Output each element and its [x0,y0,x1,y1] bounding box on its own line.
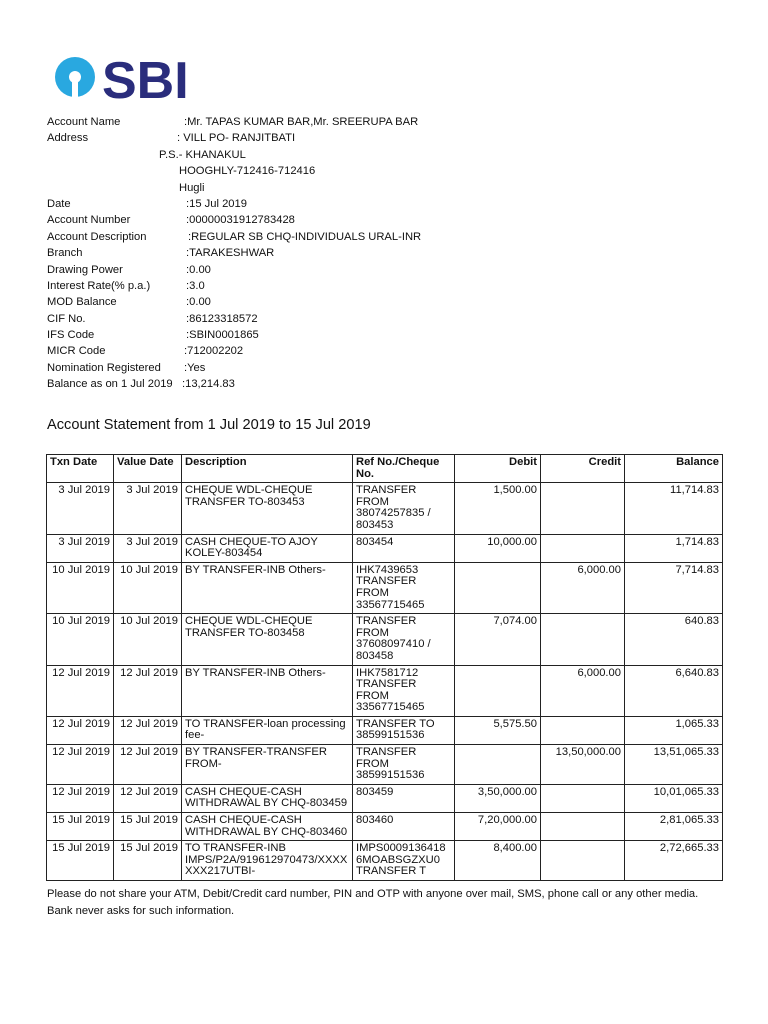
account-number-value: :00000031912783428 [186,214,295,227]
opening-balance-value: :13,214.83 [182,378,235,391]
account-description-label: Account Description [47,230,147,243]
table-row [47,562,723,613]
ifs-code-row [47,327,747,343]
cell-debit: 1,500.00 [455,483,541,534]
cell-balance: 6,640.83 [625,665,723,716]
drawing-power-value: :0.00 [186,263,211,276]
cell-value-date: 3 Jul 2019 [114,483,182,534]
table-row [47,716,723,744]
cell-txn-date: 10 Jul 2019 [47,614,114,665]
cell-credit: 6,000.00 [541,562,625,613]
drawing-power-row [47,262,747,278]
cell-description: CASH CHEQUE-CASH WITHDRAWAL BY CHQ-803459 [182,784,353,812]
table-row [47,483,723,534]
cell-credit [541,813,625,841]
cell-value-date: 10 Jul 2019 [114,562,182,613]
table-row [47,813,723,841]
account-name-value: :Mr. TAPAS KUMAR BAR,Mr. SREERUPA BAR [184,116,419,128]
cell-value-date: 3 Jul 2019 [114,534,182,562]
drawing-power-label: Drawing Power [47,263,123,276]
header-txn-date: Txn Date [47,455,114,483]
cell-balance: 2,81,065.33 [625,813,723,841]
cell-credit [541,716,625,744]
cell-txn-date: 15 Jul 2019 [47,813,114,841]
cell-credit [541,534,625,562]
micr-code-label: MICR Code [47,345,106,358]
address-line4: Hugli [179,181,205,194]
account-name-label: Account Name [47,116,121,128]
cif-value: :86123318572 [186,312,258,325]
opening-balance-label: Balance as on 1 Jul 2019 [47,378,173,391]
account-number-row [47,212,747,228]
sbi-logo-graphic [55,52,215,106]
address-row-2 [47,147,747,163]
cell-balance: 11,714.83 [625,483,723,534]
address-row-4 [47,180,747,196]
cell-balance: 640.83 [625,614,723,665]
mod-balance-row [47,294,747,310]
cell-description: CASH CHEQUE-TO AJOY KOLEY-803454 [182,534,353,562]
cell-txn-date: 3 Jul 2019 [47,534,114,562]
transactions-table [46,454,723,881]
date-label: Date [47,197,71,210]
branch-label: Branch [47,247,83,260]
logo-wordmark: SBI [102,52,189,106]
account-info [47,114,747,393]
cell-ref-cheque: IHK7439653 TRANSFER FROM 33567715465 [353,562,455,613]
header-credit: Credit [541,455,625,483]
branch-value: :TARAKESHWAR [186,247,275,260]
cell-debit: 7,20,000.00 [455,813,541,841]
cell-credit [541,841,625,881]
cell-credit [541,784,625,812]
cell-description: TO TRANSFER-INB IMPS/P2A/919612970473/XXXXXXX217UTBI- [182,841,353,881]
header-balance: Balance [625,455,723,483]
interest-rate-row [47,278,747,294]
cell-debit: 3,50,000.00 [455,784,541,812]
cell-value-date: 12 Jul 2019 [114,716,182,744]
cell-credit: 6,000.00 [541,665,625,716]
cell-balance: 1,065.33 [625,716,723,744]
table-header-row [47,455,723,483]
cell-txn-date: 10 Jul 2019 [47,562,114,613]
mod-balance-value: :0.00 [186,296,211,309]
account-number-label: Account Number [47,214,131,227]
cell-ref-cheque: 803459 [353,784,455,812]
cell-ref-cheque: 803454 [353,534,455,562]
account-name-row [47,114,747,130]
sbi-logo [55,52,215,106]
cell-description: TO TRANSFER-loan processing fee- [182,716,353,744]
account-description-row [47,229,747,245]
cell-ref-cheque: TRANSFER TO 38599151536 [353,716,455,744]
cell-ref-cheque: IHK7581712 TRANSFER FROM 33567715465 [353,665,455,716]
cell-credit: 13,50,000.00 [541,745,625,785]
table-row [47,614,723,665]
cell-value-date: 12 Jul 2019 [114,784,182,812]
cell-value-date: 15 Jul 2019 [114,841,182,881]
date-value: :15 Jul 2019 [186,197,247,210]
interest-rate-label: Interest Rate(% p.a.) [47,279,151,292]
security-notice: Please do not share your ATM, Debit/Credit card number, PIN and OTP with anyone over mail, SMS, phone call or any other media. Bank never asks for such information. [47,888,699,917]
cell-description: CASH CHEQUE-CASH WITHDRAWAL BY CHQ-803460 [182,813,353,841]
transactions-body [47,483,723,881]
logo-keyhole-slot-icon [72,77,78,98]
cell-debit [455,745,541,785]
cell-txn-date: 12 Jul 2019 [47,665,114,716]
table-row [47,665,723,716]
ifs-code-value: :SBIN0001865 [186,329,259,342]
cell-debit: 7,074.00 [455,614,541,665]
ifs-code-label: IFS Code [47,329,95,342]
nomination-row [47,360,747,376]
cell-value-date: 15 Jul 2019 [114,813,182,841]
cell-description: BY TRANSFER-INB Others- [182,665,353,716]
cell-description: BY TRANSFER-TRANSFER FROM- [182,745,353,785]
cell-ref-cheque: TRANSFER FROM 38599151536 [353,745,455,785]
cell-description: CHEQUE WDL-CHEQUE TRANSFER TO-803458 [182,614,353,665]
header-value-date: Value Date [114,455,182,483]
cell-value-date: 12 Jul 2019 [114,745,182,785]
cif-label: CIF No. [47,312,86,325]
table-row [47,745,723,785]
cell-balance: 2,72,665.33 [625,841,723,881]
cell-value-date: 10 Jul 2019 [114,614,182,665]
table-row [47,841,723,881]
cell-debit: 8,400.00 [455,841,541,881]
cell-debit: 10,000.00 [455,534,541,562]
header-description: Description [182,455,353,483]
cell-txn-date: 15 Jul 2019 [47,841,114,881]
cell-ref-cheque: 803460 [353,813,455,841]
cell-debit [455,562,541,613]
mod-balance-label: MOD Balance [47,296,117,309]
nomination-label: Nomination Registered [47,361,161,374]
table-row [47,784,723,812]
cell-balance: 10,01,065.33 [625,784,723,812]
table-row [47,534,723,562]
account-description-value: :REGULAR SB CHQ-INDIVIDUALS URAL-INR [188,230,422,243]
cell-value-date: 12 Jul 2019 [114,665,182,716]
cell-ref-cheque: IMPS0009136418 6MOABSGZXU0 TRANSFER T [353,841,455,881]
cell-txn-date: 12 Jul 2019 [47,716,114,744]
cell-credit [541,483,625,534]
cell-txn-date: 3 Jul 2019 [47,483,114,534]
cell-txn-date: 12 Jul 2019 [47,745,114,785]
micr-code-row [47,343,747,359]
micr-code-value: :712002202 [184,345,244,358]
cell-debit: 5,575.50 [455,716,541,744]
branch-row [47,245,747,261]
interest-rate-value: :3.0 [186,279,205,292]
cell-description: BY TRANSFER-INB Others- [182,562,353,613]
address-line2: P.S.- KHANAKUL [159,148,246,161]
opening-balance-row [47,376,747,392]
address-label: Address [47,132,89,145]
date-row [47,196,747,212]
cif-row [47,311,747,327]
cell-description: CHEQUE WDL-CHEQUE TRANSFER TO-803453 [182,483,353,534]
nomination-value: :Yes [184,361,206,374]
cell-balance: 7,714.83 [625,562,723,613]
cell-balance: 13,51,065.33 [625,745,723,785]
cell-credit [541,614,625,665]
cell-debit [455,665,541,716]
address-line3: HOOGHLY-712416-712416 [179,165,316,178]
header-ref-cheque: Ref No./Cheque No. [353,455,455,483]
cell-balance: 1,714.83 [625,534,723,562]
address-row [47,130,747,146]
statement-title: Account Statement from 1 Jul 2019 to 15 Jul 2019 [47,417,371,433]
header-debit: Debit [455,455,541,483]
address-line1: : VILL PO- RANJITBATI [177,132,296,145]
cell-txn-date: 12 Jul 2019 [47,784,114,812]
address-row-3 [47,163,747,179]
cell-ref-cheque: TRANSFER FROM 38074257835 / 803453 [353,483,455,534]
cell-ref-cheque: TRANSFER FROM 37608097410 / 803458 [353,614,455,665]
